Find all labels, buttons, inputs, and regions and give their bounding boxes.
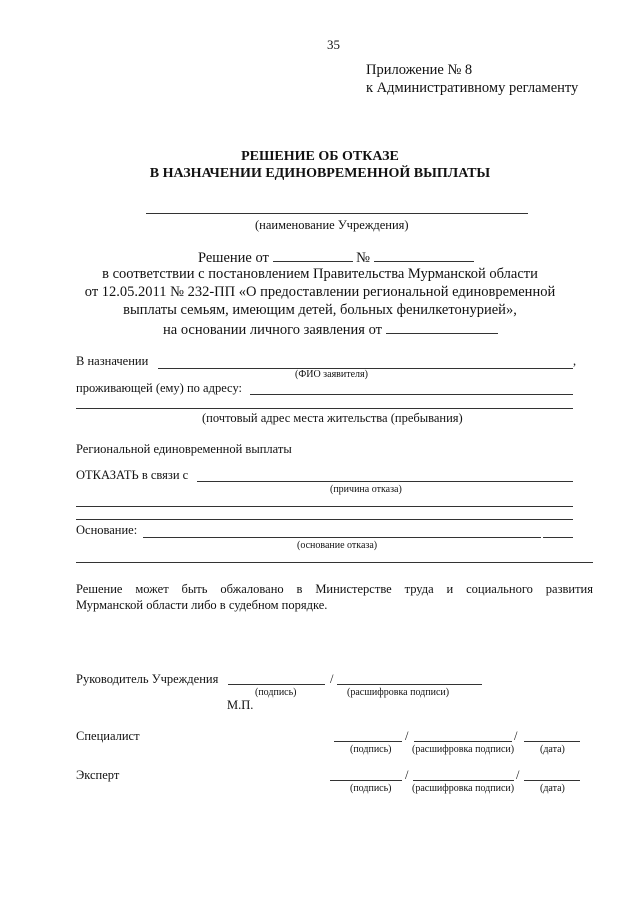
specialist-slash-1: / <box>405 729 409 743</box>
assign-label: В назначении <box>76 354 149 368</box>
refuse-label: ОТКАЗАТЬ в связи с <box>76 468 189 482</box>
head-decode-caption: (расшифровка подписи) <box>347 687 450 698</box>
payment-label: Региональной единовременной выплаты <box>76 442 292 456</box>
stamp-label: М.П. <box>227 698 254 712</box>
specialist-decode-caption: (расшифровка подписи) <box>412 744 515 755</box>
decision-line-3: от 12.05.2011 № 232-ПП «О предоставлении региональной единовременной <box>84 284 556 300</box>
basis-caption: (основание отказа) <box>297 540 378 551</box>
expert-label: Эксперт <box>76 768 120 782</box>
expert-date-line[interactable] <box>524 780 580 781</box>
specialist-sign-caption: (подпись) <box>350 744 392 755</box>
address-line-2[interactable] <box>76 408 573 409</box>
decision-date-field[interactable] <box>273 248 353 262</box>
assign-comma: , <box>573 354 577 368</box>
appeal-line-1: Решение может быть обжаловано в Министерстве труда и социального развития <box>76 582 593 596</box>
basis-line-2[interactable] <box>76 562 593 563</box>
head-decode-line[interactable] <box>337 684 482 685</box>
expert-slash-1: / <box>405 768 409 782</box>
application-date-label: на основании личного заявления от <box>163 322 383 338</box>
address-caption: (почтовый адрес места жительства (пребывания) <box>202 411 463 425</box>
specialist-signature-line[interactable] <box>334 741 402 742</box>
reason-caption: (причина отказа) <box>330 484 402 495</box>
institution-caption: (наименование Учреждения) <box>255 218 409 232</box>
address-label: проживающей (ему) по адресу: <box>76 381 242 395</box>
reason-line-2[interactable] <box>76 506 573 507</box>
basis-label: Основание: <box>76 523 138 537</box>
title-line-1: РЕШЕНИЕ ОБ ОТКАЗЕ <box>241 149 399 164</box>
title-line-2: В НАЗНАЧЕНИИ ЕДИНОВРЕМЕННОЙ ВЫПЛАТЫ <box>149 166 491 181</box>
appendix-regulation: к Административному регламенту <box>366 80 579 96</box>
basis-line-end[interactable] <box>543 537 573 538</box>
decision-line-4: выплаты семьям, имеющим детей, больных фенилкетонурией», <box>123 302 517 318</box>
expert-sign-caption: (подпись) <box>350 783 392 794</box>
specialist-slash-2: / <box>514 729 518 743</box>
head-sign-caption: (подпись) <box>255 687 297 698</box>
specialist-decode-line[interactable] <box>414 741 512 742</box>
decision-number-label: № <box>356 250 370 266</box>
head-slash: / <box>330 672 334 686</box>
decision-line-5 <box>163 320 498 339</box>
reason-line-1[interactable] <box>197 481 573 482</box>
expert-signature-line[interactable] <box>330 780 402 781</box>
basis-line[interactable] <box>143 537 541 538</box>
decision-line-2: в соответствии с постановлением Правительства Мурманской области <box>102 266 538 282</box>
reason-line-3[interactable] <box>76 519 573 520</box>
page-number: 35 <box>327 37 340 52</box>
application-date-field[interactable] <box>386 320 498 334</box>
head-signature-line[interactable] <box>228 684 325 685</box>
applicant-caption: (ФИО заявителя) <box>295 369 368 380</box>
expert-date-caption: (дата) <box>540 783 565 794</box>
decision-from-label: Решение от <box>198 250 269 266</box>
expert-decode-line[interactable] <box>413 780 514 781</box>
expert-decode-caption: (расшифровка подписи) <box>412 783 515 794</box>
specialist-date-line[interactable] <box>524 741 580 742</box>
head-label: Руководитель Учреждения <box>76 672 219 686</box>
decision-line-1 <box>198 248 474 267</box>
appendix-number: Приложение № 8 <box>366 62 473 78</box>
specialist-date-caption: (дата) <box>540 744 565 755</box>
expert-slash-2: / <box>516 768 520 782</box>
institution-line[interactable] <box>146 213 528 214</box>
appeal-line-2: Мурманской области либо в судебном порядке. <box>76 598 328 612</box>
specialist-label: Специалист <box>76 729 140 743</box>
decision-number-field[interactable] <box>374 248 474 262</box>
address-line-1[interactable] <box>250 394 573 395</box>
